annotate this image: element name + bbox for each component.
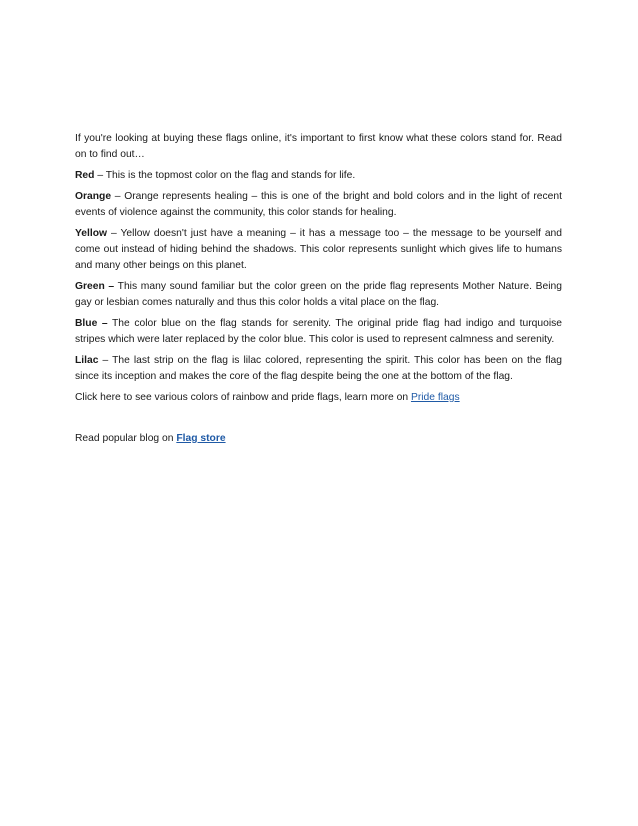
intro-paragraph: If you're looking at buying these flags online, it's important to first know what these colors stand for. Read on to find out…: [75, 133, 562, 160]
spacer: [75, 411, 562, 431]
color-paragraph-orange: [75, 189, 562, 221]
color-desc-lilac: – The last strip on the flag is lilac colored, representing the spirit. This color has been on the flag since its inception and makes the core of the flag despite being the one at the bottom of the flag.: [75, 355, 562, 382]
color-term-yellow: Yellow: [75, 228, 108, 239]
color-paragraph-blue: [75, 316, 562, 348]
cta-paragraph: [75, 390, 562, 406]
footer-paragraph: [75, 431, 562, 447]
color-desc-green: This many sound familiar but the color green on the pride flag represents Mother Nature. Being gay or lesbian comes naturally and thus this color holds a vital place on the flag.: [75, 281, 562, 308]
color-term-lilac: Lilac: [75, 355, 99, 366]
color-term-red: Red: [75, 170, 95, 181]
footer-text: Read popular blog on: [75, 433, 177, 444]
color-term-green: Green –: [75, 281, 115, 292]
cta-text: Click here to see various colors of rainbow and pride flags, learn more on: [75, 392, 411, 403]
color-desc-blue: The color blue on the flag stands for serenity. The original pride flag had indigo and turquoise stripes which were later replaced by the color blue. This color is used to represent calmness and serenity.: [75, 318, 563, 345]
color-paragraph-yellow: [75, 226, 562, 274]
color-paragraph-green: [75, 279, 562, 311]
pride-flags-link[interactable]: Pride flags: [410, 392, 460, 403]
color-desc-red: – This is the topmost color on the flag and stands for life.: [94, 170, 356, 181]
color-paragraph-red: [75, 168, 562, 184]
color-term-orange: Orange: [75, 191, 112, 202]
color-desc-orange: – Orange represents healing – this is one of the bright and bold colors and in the light of recent events of violence against the community, this color stands for healing.: [75, 191, 562, 218]
color-paragraph-lilac: [75, 353, 562, 385]
article-body: [75, 131, 562, 452]
color-desc-yellow: – Yellow doesn't just have a meaning – it has a message too – the message to be yourself and come out instead of hiding behind the shadows. This color represents sunlight which gives life to humans and many other beings on this planet.: [75, 228, 562, 271]
color-term-blue: Blue –: [75, 318, 108, 329]
flag-store-link[interactable]: Flag store: [176, 433, 226, 444]
